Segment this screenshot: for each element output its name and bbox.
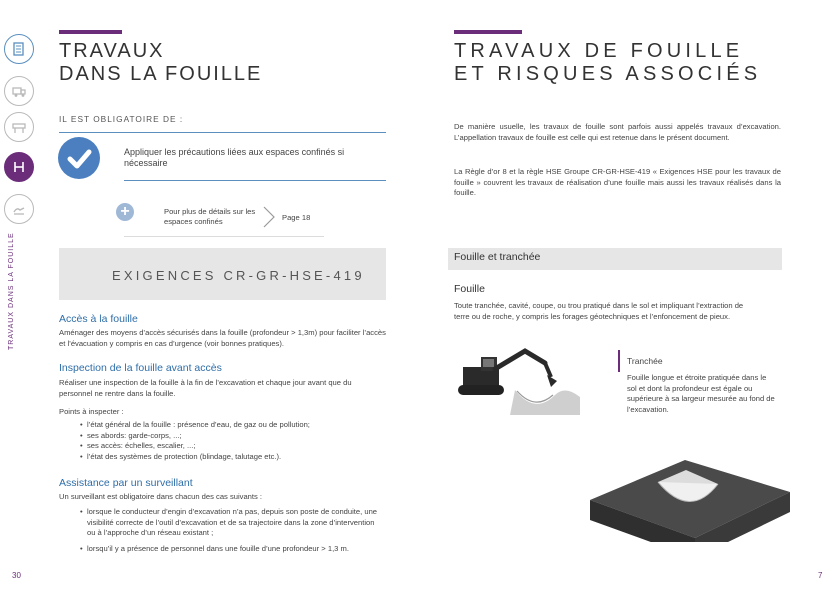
left-title [59,40,262,86]
left-page-number: 30 [12,571,21,580]
right-page-number: 7 [818,571,823,580]
tranchee-marker [618,350,620,372]
more-info-text[interactable]: Pour plus de détails sur les espaces confinés [164,207,256,226]
hand-icon[interactable] [4,194,34,224]
chevron-right-icon [262,206,276,233]
list-item: • l’état des systèmes de protection (blindage, talutage etc.). [80,452,380,463]
plus-icon: + [116,203,134,221]
trench-illustration [590,430,790,547]
obligation-text: Appliquer les précautions liées aux espaces confinés si nécessaire [124,147,345,168]
fouille-text: Toute tranchée, cavité, coupe, ou trou pratiqué dans le sol et impliquant l’extraction de terre ou de roche, y compris les forages géotechniques et l’enfoncement de pieux. [454,301,744,321]
right-title [454,40,761,86]
assistance-heading: Assistance par un surveillant [59,477,193,489]
trench-icon[interactable] [4,152,34,182]
assistance-text: Un surveillant est obligatoire dans chacun des cas suivants : [59,492,263,501]
left-title-line1: TRAVAUX [59,40,165,62]
divider-light [124,236,324,237]
check-icon [58,137,100,179]
band-heading: Fouille et tranchée [454,251,541,263]
divider-middle [124,180,386,181]
acces-text: Aménager des moyens d’accès sécurisés dans la fouille (profondeur > 1,3m) pour faciliter l’accès et l’évacuation y compris en cas d’urgence (voir bonnes pratiques). [59,328,386,348]
points-list [80,420,380,462]
list-item: • lorsque le conducteur d’engin d’excavation n’a pas, depuis son poste de conduite, une visibilité correcte de l’outil d’excavation et de sa trajectoire dans la zone d’intervention ou à l’approche d’un réseau existant ; [80,507,382,539]
inspection-heading: Inspection de la fouille avant accès [59,362,222,374]
intro-paragraph-2: La Règle d’or 8 et la règle HSE Groupe CR-GR-HSE-419 « Exigences HSE pour les travaux de fouille » couvrent les travaux de réalisation d’une fouille mais aussi les travaux réalisés dans la fouille. [454,167,781,197]
left-title-bar [59,30,122,34]
list-item: • ses accès: échelles, escalier, ...; [80,441,380,452]
list-item: • ses abords: garde-corps, ...; [80,431,380,442]
obligation-heading: IL EST OBLIGATOIRE DE : [59,114,184,124]
divider-top [59,132,386,133]
document-icon[interactable] [4,34,34,64]
tranchee-text: Fouille longue et étroite pratiquée dans le sol et dont la profondeur est égale ou supérieure à sa largeur mesurée au fond de l’excavation. [627,373,775,414]
exigences-heading: EXIGENCES CR-GR-HSE-419 [112,268,365,283]
acces-heading: Accès à la fouille [59,313,138,325]
intro-paragraph-1: De manière usuelle, les travaux de fouille sont parfois aussi appelés travaux d’excavation. L’appellation travaux de fouille est celle qui est retenue dans le présent document. [454,122,781,142]
list-item: • lorsqu’il y a présence de personnel dans une fouille d’une profondeur > 1,3 m. [80,544,382,555]
right-title-line2: ET RISQUES ASSOCIÉS [454,63,762,85]
points-label: Points à inspecter : [59,407,124,416]
sidebar-vertical-label: TRAVAUX DANS LA FOUILLE [8,232,15,350]
truck-icon[interactable] [4,76,34,106]
fouille-heading: Fouille [454,283,485,295]
barrier-icon[interactable] [4,112,34,142]
right-title-bar [454,30,522,34]
right-title-line1: TRAVAUX DE FOUILLE [454,40,744,62]
inspection-text: Réaliser une inspection de la fouille à la fin de l’excavation et chaque jour avant que du personnel ne rentre dans la fouille. [59,378,352,398]
left-title-line2: DANS LA FOUILLE [59,63,263,85]
tranchee-heading: Tranchée [627,356,663,366]
assistance-list [80,507,382,554]
excavator-illustration [455,345,585,420]
more-info-page[interactable]: Page 18 [282,213,311,222]
list-item: • l’état général de la fouille : présence d’eau, de gaz ou de pollution; [80,420,380,431]
